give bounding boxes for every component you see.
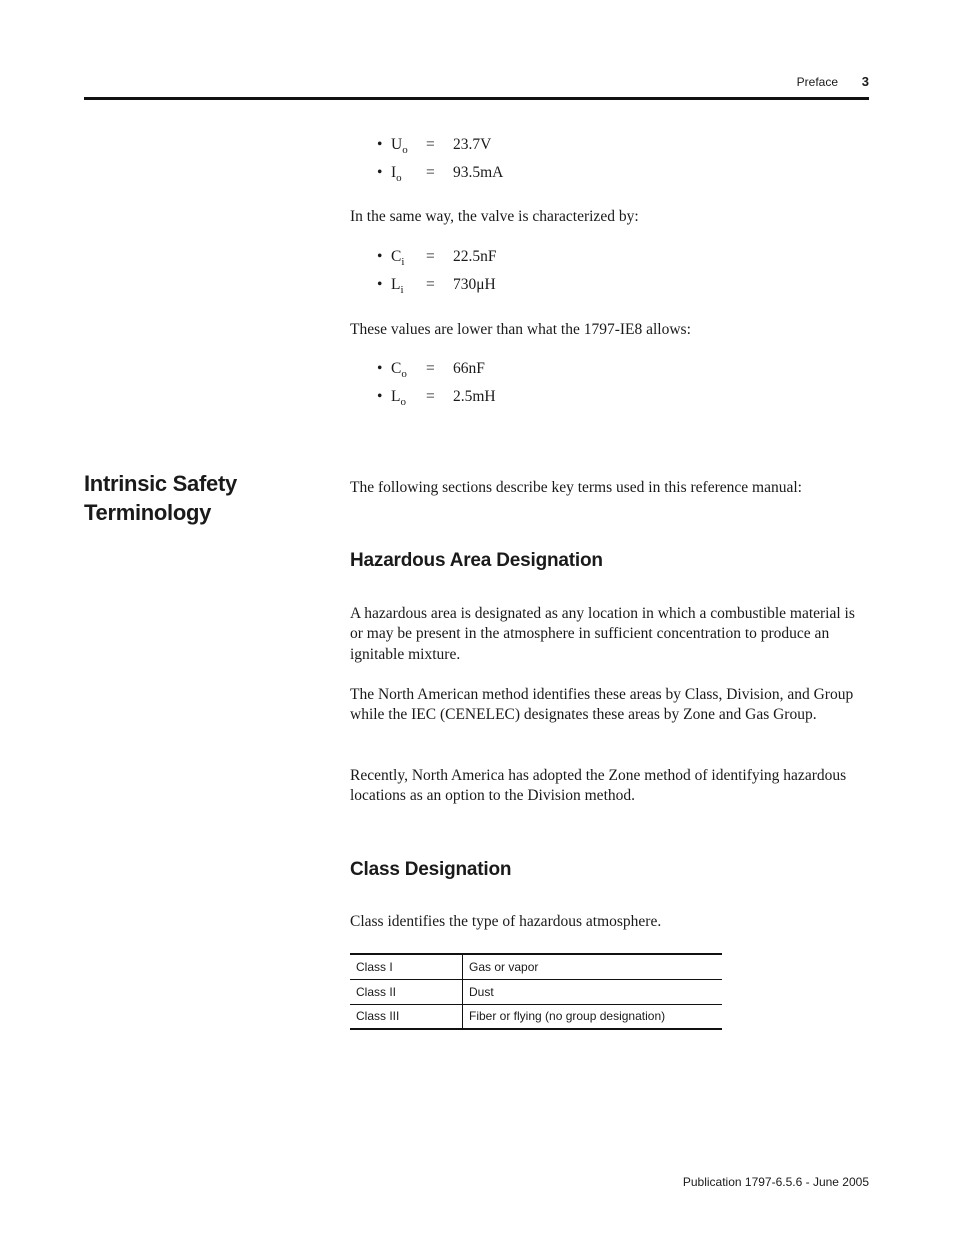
equals-sign: = [426,248,435,265]
table-row [350,979,722,1004]
description-cell: Fiber or flying (no group designation) [463,1004,723,1029]
valve-intro-paragraph: In the same way, the valve is characterized by: [350,208,639,225]
parameter-symbol: $L_i$ [391,276,404,296]
publication-footer: Publication 1797-6.5.6 - June 2005 [682,1175,869,1189]
class-designation-heading: Class Designation [350,859,512,880]
bullet-icon: • [377,360,383,377]
parameter-value: 22.5nF [453,248,497,265]
header-rule [84,97,869,100]
equals-sign: = [426,164,435,181]
class-cell: Class III [350,1004,463,1029]
class-table [350,953,722,1030]
hazardous-paragraph-1: A hazardous area is designated as any location in which a combustible material is or may be present in the atmosphere in sufficient concentration to produce an ignitable mixture. [350,605,855,663]
class-cell: Class II [350,979,463,1004]
equals-sign: = [426,136,435,153]
bullet-icon: • [377,276,383,293]
parameter-value: 66nF [453,360,485,377]
table-row [350,954,722,979]
parameter-symbol: $C_o$ [391,360,407,380]
allowed-values-paragraph: These values are lower than what the 1797-IE8 allows: [350,321,691,338]
hazardous-area-heading: Hazardous Area Designation [350,550,603,571]
hazardous-paragraph-3: Recently, North America has adopted the Zone method of identifying hazardous locations as an option to the Division method. [350,767,847,805]
equals-sign: = [426,360,435,377]
parameter-symbol: $U_o$ [391,136,408,156]
class-intro-paragraph: Class identifies the type of hazardous atmosphere. [350,913,662,930]
description-cell: Gas or vapor [463,954,723,979]
parameter-value: 730μH [453,276,496,293]
hazardous-paragraph-2: The North American method identifies these areas by Class, Division, and Group while the IEC (CENELEC) designates these areas by Zone and Gas Group. [350,686,854,724]
table-row [350,1004,722,1029]
equals-sign: = [426,388,435,405]
parameter-value: 23.7V [453,136,492,153]
description-cell: Dust [463,979,723,1004]
class-cell: Class I [350,954,463,979]
page-number: 3 [861,74,869,89]
bullet-icon: • [377,164,383,181]
parameter-value: 2.5mH [453,388,496,405]
bullet-icon: • [377,136,383,153]
equals-sign: = [426,276,435,293]
parameter-value: 93.5mA [453,164,504,181]
bullet-icon: • [377,388,383,405]
section-intro-paragraph: The following sections describe key terms used in this reference manual: [350,479,802,496]
header-section-title: Preface [796,75,838,89]
parameter-symbol: $I_o$ [391,164,402,184]
section-title: Intrinsic Safety Terminology [84,471,237,525]
parameter-symbol: $C_i$ [391,248,405,268]
bullet-icon: • [377,248,383,265]
parameter-symbol: $L_o$ [391,388,406,408]
